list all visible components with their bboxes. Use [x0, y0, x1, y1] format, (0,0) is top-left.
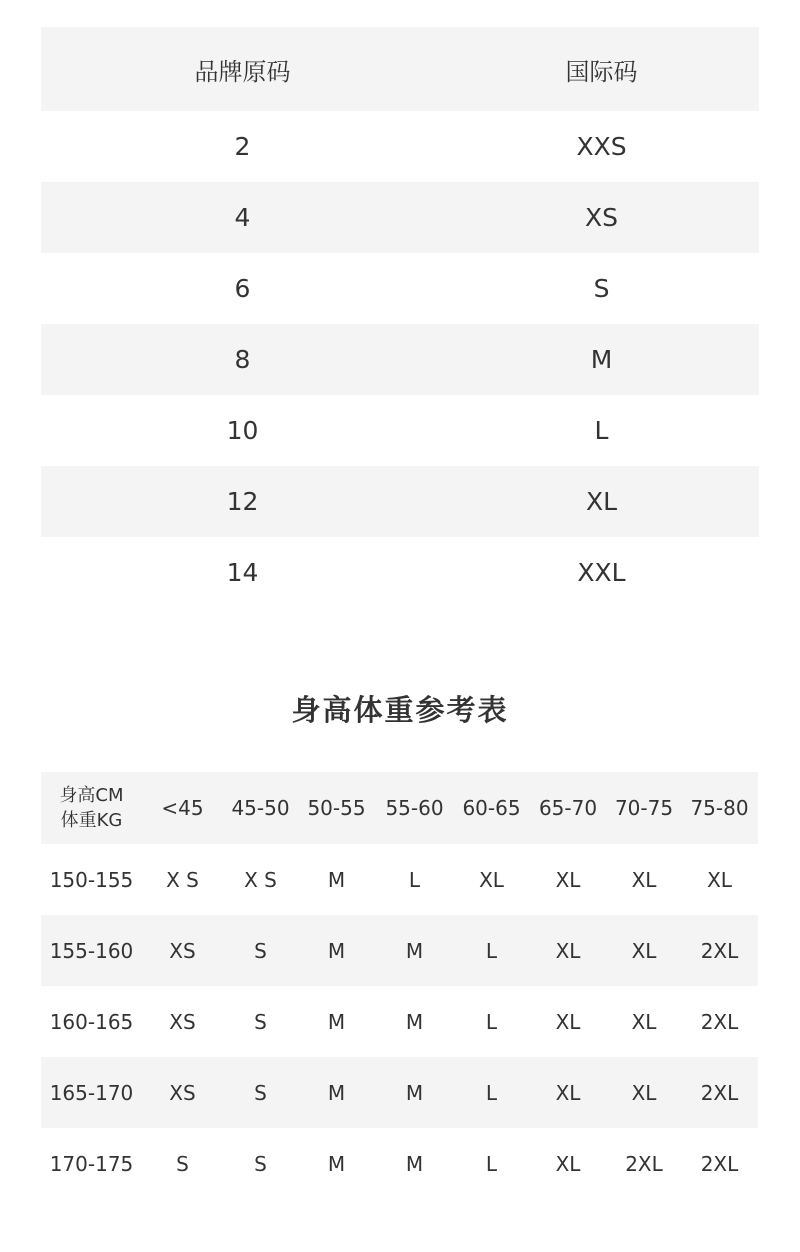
size-cell: XL [607, 915, 681, 986]
size-cell: M [298, 1057, 375, 1128]
size-cell: XS [142, 1057, 223, 1128]
brand-size-header: 品牌原码 [41, 27, 444, 111]
size-cell: M [327, 1009, 346, 1034]
size-cell: XL [707, 867, 732, 892]
weight-range-header: 60-65 [454, 772, 529, 844]
international-size-cell: L [594, 416, 609, 445]
size-cell: L [485, 1151, 498, 1176]
table-row [41, 111, 759, 182]
size-cell: XS [169, 1009, 196, 1034]
size-cell: XL [555, 1151, 581, 1176]
international-size-cell: XXL [577, 558, 626, 587]
table-row [41, 324, 759, 395]
size-cell: XL [631, 867, 657, 892]
weight-range-header: <45 [142, 772, 223, 844]
table-row [41, 182, 759, 253]
size-cell: S [254, 1009, 267, 1034]
size-cell: X S [244, 867, 277, 892]
table-row [41, 844, 758, 915]
size-cell: XL [555, 1009, 581, 1034]
size-conversion-table [41, 27, 759, 608]
international-size-header: 国际码 [444, 27, 759, 111]
size-cell: S [254, 1151, 267, 1176]
table-row [41, 1057, 758, 1128]
corner-header-cell [41, 772, 142, 844]
size-cell: XS [142, 915, 223, 986]
weight-range-header: 55-60 [375, 772, 454, 844]
size-cell: M [405, 1009, 424, 1034]
size-cell: 2XL [700, 1009, 739, 1034]
table-row [41, 915, 758, 986]
size-cell: S [176, 1151, 189, 1176]
size-cell: S [223, 915, 298, 986]
size-cell: M [298, 915, 375, 986]
size-cell: XL [631, 1009, 657, 1034]
international-size-cell: XXS [576, 132, 627, 161]
size-cell: L [454, 1057, 529, 1128]
size-cell: X S [166, 867, 199, 892]
weight-unit-label: 体重KG [60, 810, 123, 831]
size-cell: M [405, 1151, 424, 1176]
height-unit-label: 身高CM [59, 785, 124, 806]
height-range-cell: 150-155 [49, 867, 134, 892]
size-cell: XL [479, 867, 504, 892]
brand-size-cell: 8 [41, 324, 444, 395]
height-range-cell: 160-165 [49, 1009, 134, 1034]
international-size-cell: XS [444, 182, 759, 253]
weight-range-header: 50-55 [298, 772, 375, 844]
table-row [41, 1128, 758, 1199]
weight-range-header: 45-50 [223, 772, 298, 844]
table-row [41, 395, 759, 466]
size-cell: M [375, 1057, 454, 1128]
size-cell: M [375, 915, 454, 986]
brand-size-cell: 10 [226, 416, 259, 445]
size-cell: 2XL [681, 1057, 758, 1128]
brand-size-cell: 14 [226, 558, 259, 587]
brand-size-cell: 2 [234, 132, 251, 161]
international-size-cell: M [444, 324, 759, 395]
size-cell: XL [529, 915, 607, 986]
size-cell: XL [529, 1057, 607, 1128]
height-weight-table [41, 772, 758, 1199]
table-row [41, 537, 759, 608]
table-row [41, 986, 758, 1057]
size-cell: XL [555, 867, 581, 892]
size-cell: 2XL [700, 1151, 739, 1176]
table-row [41, 466, 759, 537]
brand-size-cell: 4 [41, 182, 444, 253]
size-cell: XL [607, 1057, 681, 1128]
international-size-cell: S [593, 274, 610, 303]
size-cell: L [408, 867, 421, 892]
size-cell: L [485, 1009, 498, 1034]
size-cell: M [327, 1151, 346, 1176]
international-size-cell: XL [444, 466, 759, 537]
weight-header-row [41, 772, 758, 844]
size-cell: 2XL [625, 1151, 663, 1176]
table-row [41, 253, 759, 324]
brand-size-cell: 12 [41, 466, 444, 537]
size-cell: L [454, 915, 529, 986]
size-cell: M [327, 867, 346, 892]
height-range-cell: 155-160 [41, 915, 142, 986]
size-cell: S [223, 1057, 298, 1128]
brand-size-cell: 6 [234, 274, 251, 303]
weight-range-header: 70-75 [607, 772, 681, 844]
size-cell: 2XL [681, 915, 758, 986]
weight-range-header: 65-70 [529, 772, 607, 844]
size-conversion-header-row [41, 27, 759, 111]
section-title: 身高体重参考表 [291, 693, 509, 727]
height-range-cell: 170-175 [49, 1151, 134, 1176]
weight-range-header: 75-80 [681, 772, 758, 844]
height-range-cell: 165-170 [41, 1057, 142, 1128]
